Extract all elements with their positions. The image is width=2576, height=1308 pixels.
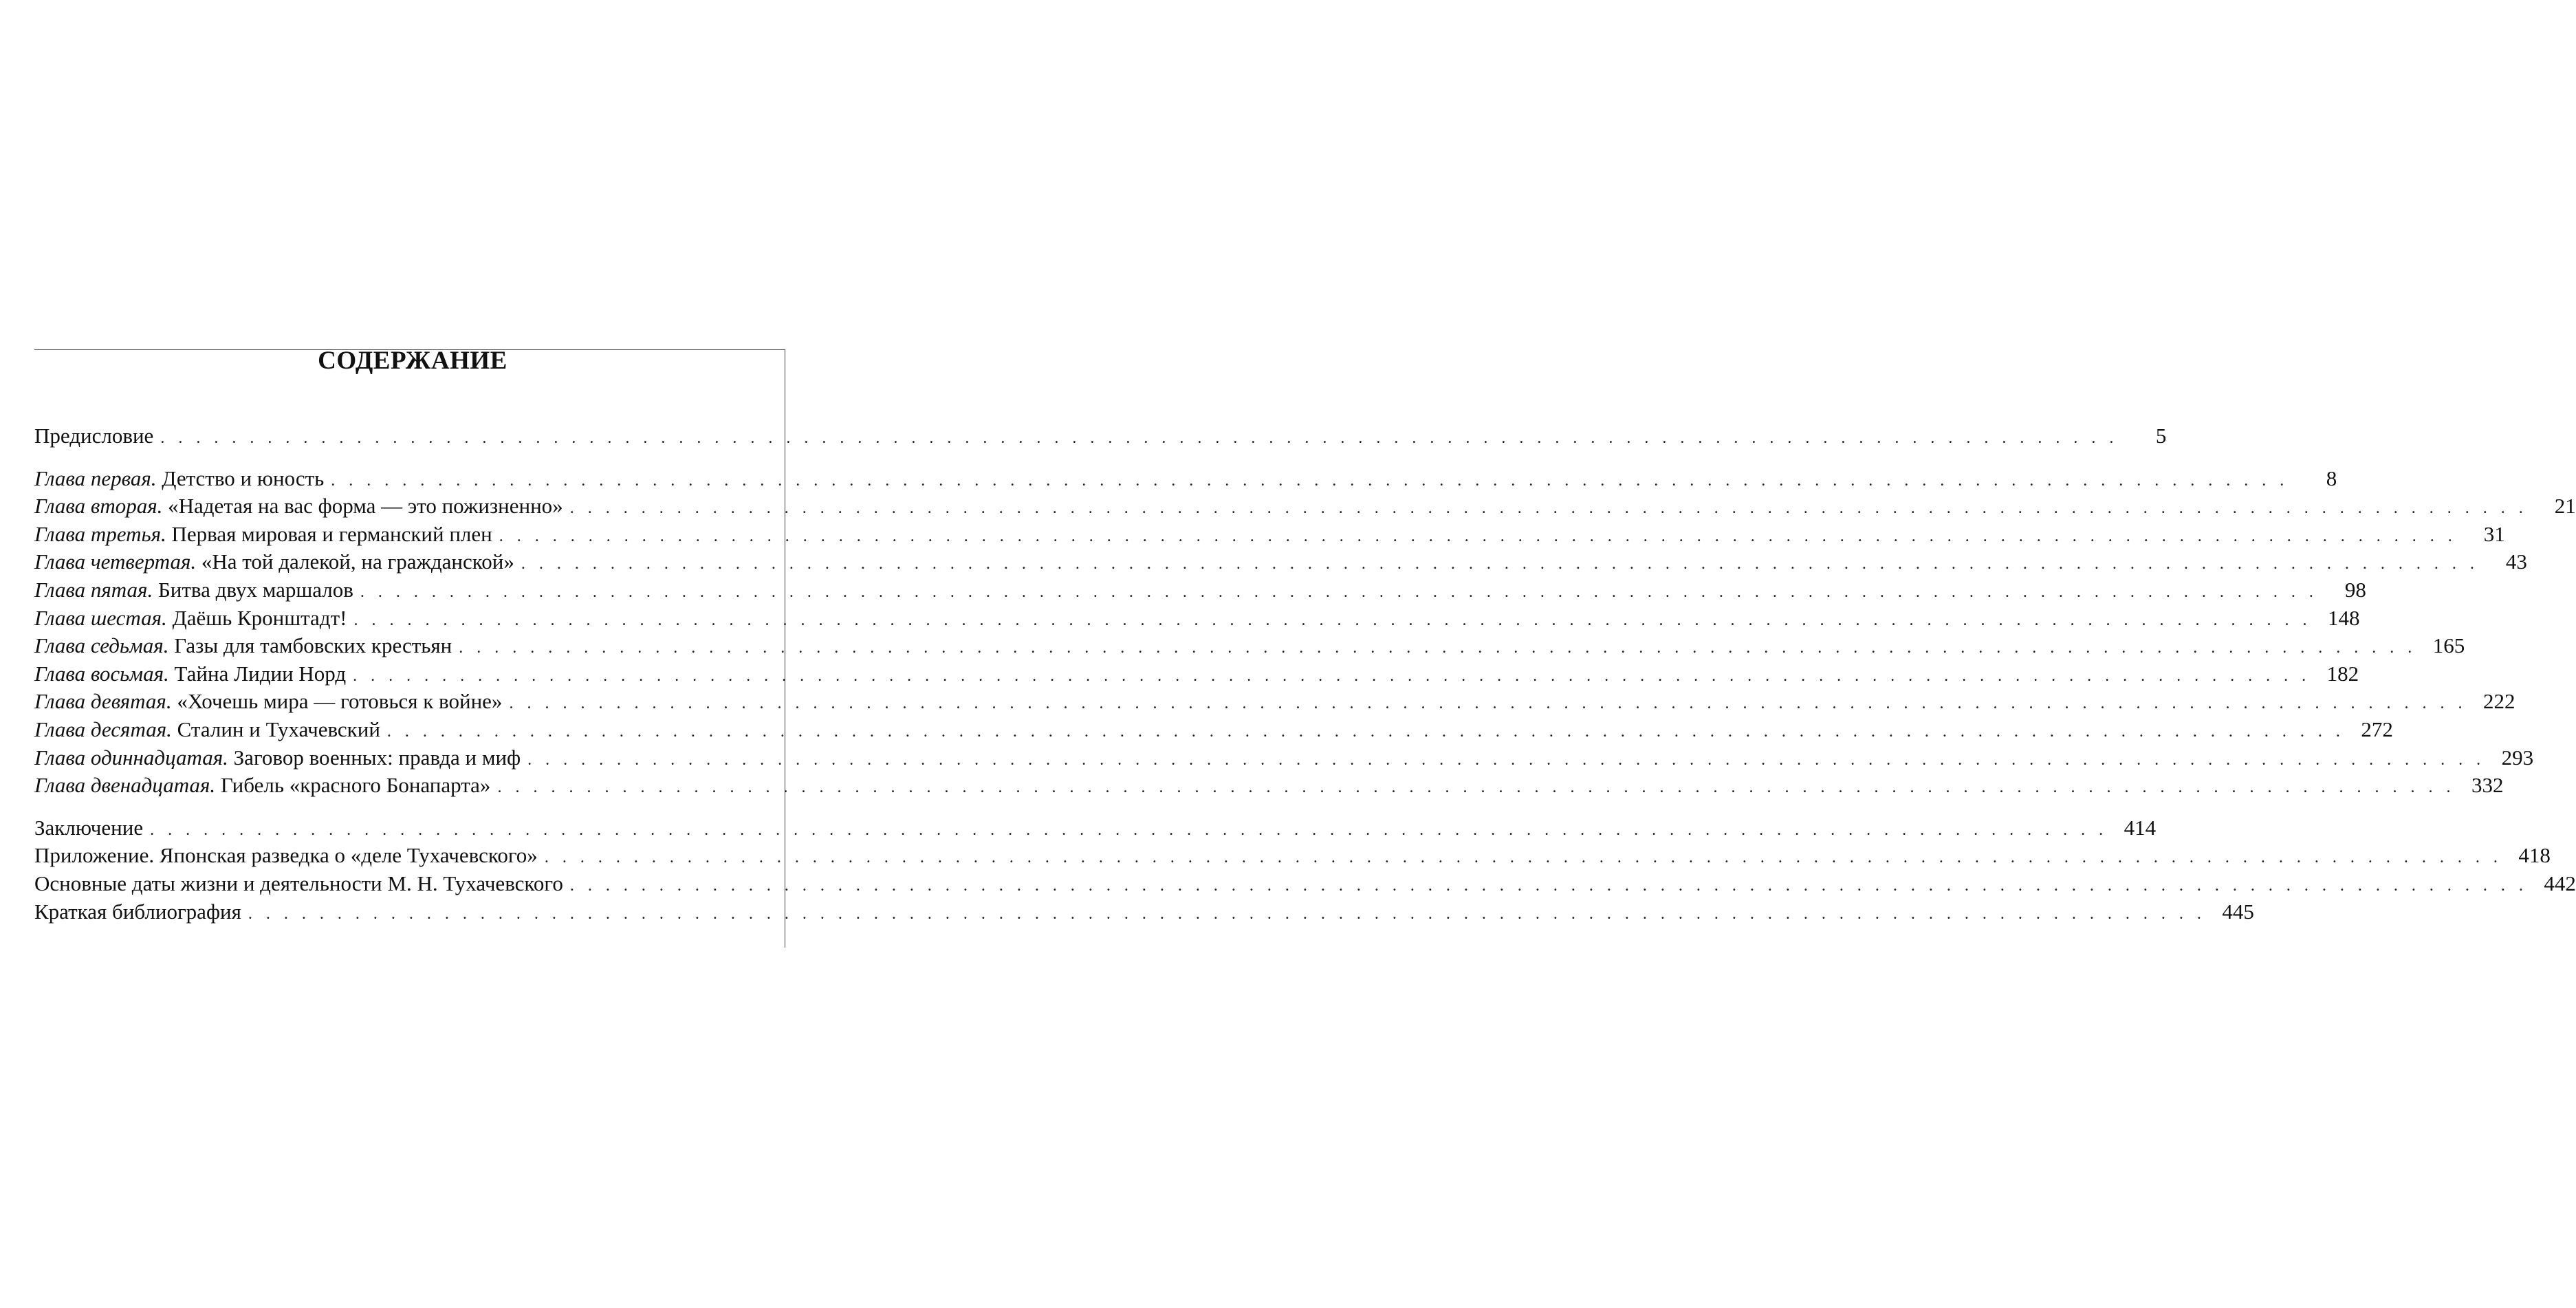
toc-entry-chapter-2 [34,492,2576,521]
dot-leader [353,607,2311,634]
toc-entry-text [34,521,492,548]
dot-leader [570,494,2528,522]
toc-entry-title: Приложение. Японская разведка о «деле Тухачевского» [34,843,538,868]
dot-leader [497,774,2455,801]
toc-page-number: 418 [2518,843,2551,868]
toc-entry-text [34,688,502,715]
toc-entry-text [34,716,380,743]
chapter-label: Глава пятая. [34,577,153,602]
chapter-label: Глава первая. [34,466,157,490]
toc-entry-bibliography [34,898,2254,926]
toc-page-number: 5 [2155,424,2167,448]
chapter-label: Глава вторая. [34,494,163,519]
toc-page-number: 43 [2505,549,2527,574]
dot-leader [527,746,2485,774]
table-of-contents [34,422,2576,926]
toc-entry-title: Тайна Лидии Норд [174,661,347,686]
toc-entry-chapter-10 [34,716,2393,744]
page-title: СОДЕРЖАНИЕ [318,347,507,375]
toc-entry-title: «Надетая на вас форма — это пожизненно» [168,494,563,519]
chapter-label: Глава одиннадцатая. [34,745,228,770]
dot-leader [353,662,2311,690]
toc-page-number: 272 [2361,717,2393,741]
dot-leader [509,690,2467,717]
toc-entry-text [34,465,324,492]
toc-page-number: 165 [2432,633,2465,658]
toc-entry-chapter-4 [34,548,2527,576]
chapter-label: Глава третья. [34,521,166,546]
dot-leader [387,718,2345,745]
chapter-label: Глава седьмая. [34,633,169,658]
toc-entry-title: Первая мировая и германский плен [171,521,492,546]
toc-entry-preface [34,422,2167,450]
toc-entry-title: Основные даты жизни и деятельности М. Н. Тухачевского [34,871,563,895]
toc-entry-title: Заключение [34,815,144,840]
toc-entry-chapter-9 [34,688,2515,716]
toc-entry-title: Газы для тамбовских крестьян [174,633,452,658]
toc-entry-text [34,744,521,772]
toc-entry-text [34,814,143,842]
toc-page-number: 293 [2501,745,2534,770]
toc-page-number: 332 [2471,773,2504,798]
toc-entry-chronology [34,870,2576,898]
toc-entry-appendix [34,842,2551,870]
toc-entry-title: Даёшь Кронштадт! [172,605,347,630]
dot-leader [521,550,2479,578]
toc-page-number: 445 [2222,899,2254,924]
toc-entry-text [34,660,346,688]
toc-entry-title: Детство и юность [162,466,325,490]
chapter-label: Глава десятая. [34,717,172,741]
toc-page-number: 21 [2554,494,2576,519]
toc-entry-title: Битва двух маршалов [157,577,353,602]
toc-entry-conclusion [34,814,2157,842]
toc-entry-chapter-1 [34,465,2337,493]
dot-leader [248,900,2206,928]
toc-entry-text [34,898,241,926]
chapter-label: Глава девятая. [34,689,172,714]
toc-entry-chapter-12 [34,772,2504,800]
toc-entry-text [34,772,490,799]
dot-leader [459,634,2416,662]
toc-entry-title: «На той далекой, на гражданской» [201,549,514,574]
chapter-label: Глава двенадцатая. [34,773,216,798]
chapter-label: Глава шестая. [34,605,167,630]
toc-entry-chapter-7 [34,632,2465,660]
toc-page-number: 8 [2326,466,2337,490]
toc-entry-title: «Хочешь мира — готовься к войне» [177,689,503,714]
toc-page-number: 31 [2483,521,2505,546]
toc-entry-text [34,548,514,576]
toc-page-number: 182 [2326,661,2359,686]
toc-entry-title: Заговор военных: правда и миф [233,745,521,770]
toc-entry-text [34,870,563,897]
toc-entry-chapter-5 [34,576,2366,604]
chapter-label: Глава четвертая. [34,549,197,574]
toc-page-number: 148 [2327,605,2360,630]
toc-entry-text [34,492,563,520]
dot-leader [360,578,2318,606]
toc-entry-text [34,422,153,450]
toc-entry-title: Гибель «красного Бонапарта» [220,773,491,798]
toc-entry-chapter-6 [34,604,2360,633]
toc-page-number: 442 [2544,871,2576,895]
toc-page-number: 98 [2344,577,2366,602]
toc-entry-text [34,576,353,604]
dot-leader [160,424,2118,452]
toc-page-number: 414 [2124,815,2157,840]
toc-entry-chapter-8 [34,660,2359,688]
toc-entry-title: Предисловие [34,424,154,448]
toc-entry-chapter-3 [34,521,2505,549]
toc-page-number: 222 [2482,689,2515,714]
toc-entry-title: Краткая библиография [34,899,241,924]
toc-entry-text [34,604,347,632]
toc-entry-text [34,632,452,660]
chapter-label: Глава восьмая. [34,661,169,686]
dot-leader [150,816,2108,844]
dot-leader [499,523,2457,550]
dot-leader [331,467,2289,494]
dot-leader [570,872,2528,900]
toc-entry-title: Сталин и Тухачевский [177,717,380,741]
dot-leader [545,844,2502,871]
toc-entry-text [34,842,538,869]
toc-entry-chapter-11 [34,744,2534,772]
